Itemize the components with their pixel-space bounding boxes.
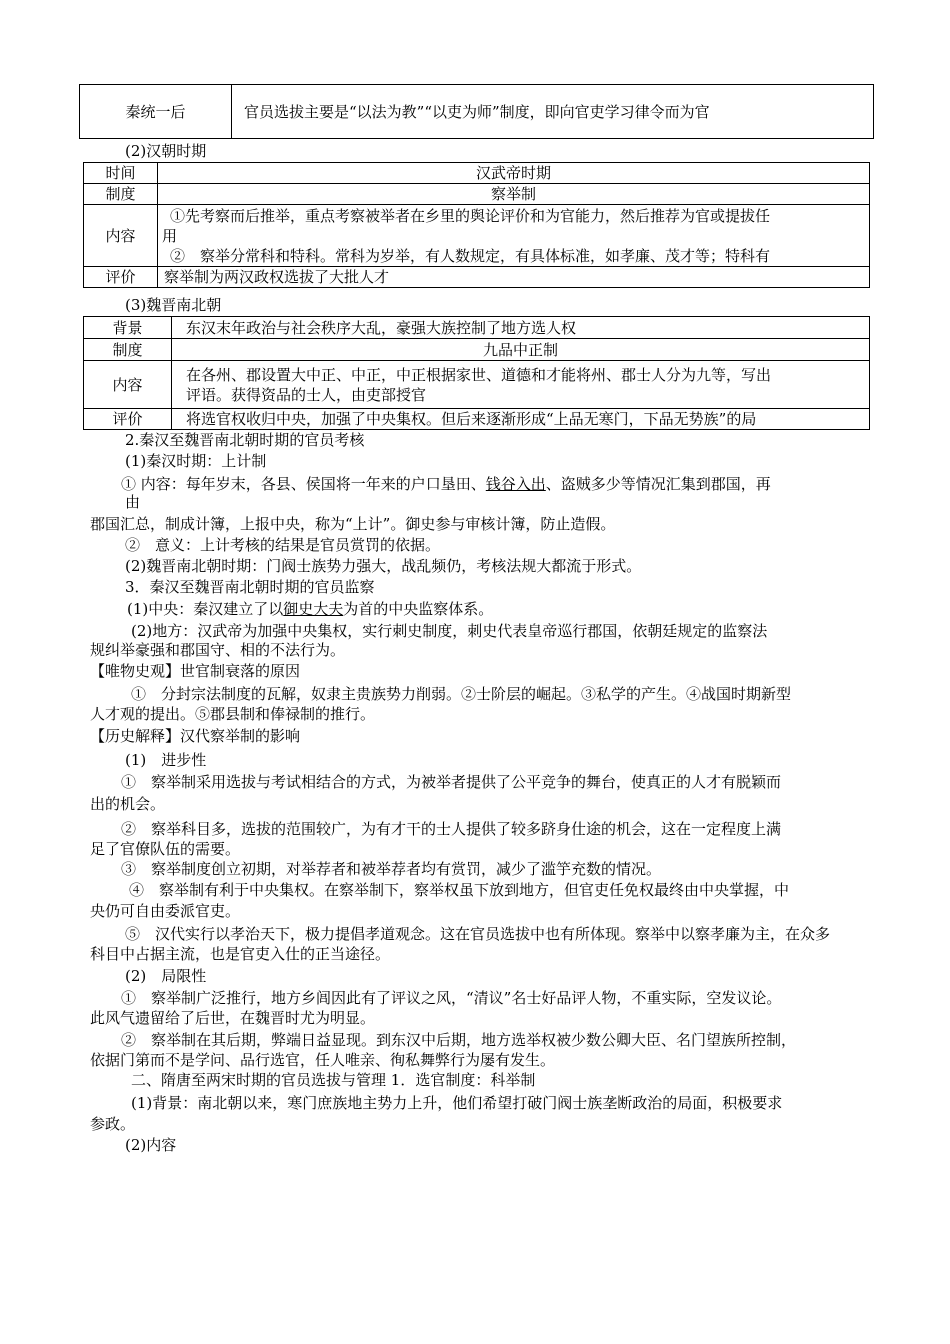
content-heading: (2)内容 — [125, 1136, 177, 1154]
progress-heading: (1) 进步性 — [125, 751, 207, 769]
para-qinhan-heading: (1)秦汉时期：上计制 — [125, 452, 267, 470]
section-3-heading: 3．秦汉至魏晋南北朝时期的官员监察 — [125, 578, 375, 596]
qin-table — [79, 84, 874, 139]
para-line: ① 分封宗法制度的瓦解，奴隶主贵族势力削弱。②士阶层的崛起。③私学的产生。④战国时期新型 — [131, 685, 792, 703]
para-line: ① 察举制广泛推行，地方乡闾因此有了评议之风，“清议”名士好品评人物，不重实际，空发议论。 — [121, 989, 782, 1007]
han-time-value: 汉武帝时期 — [158, 163, 870, 184]
qin-text: 官员选拔主要是“以法为教”“以吏为师”制度，即向官吏学习律令而为官 — [232, 85, 874, 139]
para-central-part1: (1)中央：秦汉建立了以 — [127, 600, 284, 618]
han-content-label: 内容 — [84, 205, 158, 267]
para-line: 郡国汇总，制成计簿，上报中央，称为“上计”。御史参与审核计簿，防止造假。 — [90, 515, 616, 533]
para-line: 依据门第而不是学问、品行选官，任人唯亲、徇私舞弊行为屡有发生。 — [90, 1051, 556, 1069]
para-line: 人才观的提出。⑤郡县制和俸禄制的推行。 — [90, 705, 376, 723]
para-line: ⑤ 汉代实行以孝治天下，极力提倡孝道观念。这在官员选拔中也有所体现。察举中以察孝廉为主，在众多 — [125, 925, 831, 943]
han-table — [83, 162, 870, 288]
section-two-heading: 二、隋唐至两宋时期的官员选拔与管理 1．选官制度：科举制 — [131, 1071, 536, 1089]
para-line: 由 — [125, 493, 141, 511]
para-content-part2: 、盗贼多少等情况汇集到郡国，再 — [545, 475, 771, 493]
han-content-1a: ①先考察而后推举，重点考察被举者在乡里的舆论评价和为官能力，然后推荐为官或提拔任 — [170, 206, 771, 225]
wj-eval-value: 将选官权收归中央，加强了中央集权。但后来逐渐形成“上品无寒门，下品无势族”的局 — [172, 409, 870, 430]
para-line: ② 察举制在其后期，弊端日益显现。到东汉中后期，地方选举权被少数公卿大臣、名门望族所控制， — [121, 1031, 797, 1049]
wj-eval-label: 评价 — [84, 409, 172, 430]
wj-background-label: 背景 — [84, 317, 172, 339]
wj-content-cell — [172, 361, 870, 409]
han-eval-value: 察举制为两汉政权选拔了大批人才 — [158, 267, 870, 288]
qin-label: 秦统一后 — [80, 85, 232, 139]
wj-content-label: 内容 — [84, 361, 172, 409]
para-content-part1: ① 内容：每年岁末，各县、侯国将一年来的户口垦田、 — [121, 475, 486, 493]
para-line: 足了官僚队伍的需要。 — [90, 840, 241, 858]
underlined-term: 钱谷入出 — [485, 475, 546, 493]
han-content-cell — [158, 205, 870, 267]
para-line: (2)地方：汉武帝为加强中央集权，实行刺史制度，刺史代表皇帝巡行郡国，依朝廷规定的监察法 — [131, 622, 768, 640]
han-content-1b: 用 — [162, 226, 178, 245]
history-interpretation-heading: 【历史解释】汉代察举制的影响 — [90, 727, 301, 745]
para-line: ② 察举科目多，选拔的范围较广，为有才干的士人提供了较多跻身仕途的机会，这在一定程度上满 — [121, 820, 782, 838]
han-time-label: 时间 — [84, 163, 158, 184]
limitation-heading: (2) 局限性 — [125, 967, 207, 985]
han-eval-label: 评价 — [84, 267, 158, 288]
wj-background-value: 东汉末年政治与社会秩序大乱，豪强大族控制了地方选人权 — [172, 317, 870, 339]
para-line: 规纠举豪强和郡国守、相的不法行为。 — [90, 641, 346, 659]
wj-content-b: 评语。获得资品的士人，由吏部授官 — [186, 385, 427, 404]
han-system-value: 察举制 — [158, 184, 870, 205]
para-line: ① 察举制采用选拔与考试相结合的方式，为被举者提供了公平竞争的舞台，使真正的人才有脱颖而 — [121, 773, 782, 791]
para-line: 参政。 — [90, 1115, 136, 1133]
han-heading: (2)汉朝时期 — [125, 142, 207, 160]
wj-system-label: 制度 — [84, 339, 172, 361]
para-content-line — [121, 474, 771, 494]
wj-heading: (3)魏晋南北朝 — [125, 296, 222, 314]
wj-content-a: 在各州、郡设置大中正、中正，中正根据家世、道德和才能将州、郡士人分为九等，写出 — [186, 365, 772, 384]
para-central-line — [127, 599, 493, 619]
para-line: ③ 察举制度创立初期，对举荐者和被举荐者均有赏罚，减少了滥竽充数的情况。 — [121, 860, 662, 878]
para-line: (1)背景：南北朝以来，寒门庶族地主势力上升，他们希望打破门阀士族垄断政治的局面，积极要求 — [131, 1094, 783, 1112]
materialism-heading: 【唯物史观】世官制衰落的原因 — [90, 662, 301, 680]
underlined-term: 御史大夫 — [283, 600, 344, 618]
han-system-label: 制度 — [84, 184, 158, 205]
para-line: (2)魏晋南北朝时期：门阀士族势力强大，战乱频仍，考核法规大都流于形式。 — [125, 557, 642, 575]
para-line: 此风气遗留给了后世，在魏晋时尤为明显。 — [90, 1009, 376, 1027]
para-line: ② 意义：上计考核的结果是官员赏罚的依据。 — [125, 536, 441, 554]
han-content-2: ② 察举分常科和特科。常科为岁举，有人数规定，有具体标准，如孝廉、茂才等；特科有 — [170, 246, 771, 265]
para-line: 央仍可自由委派官吏。 — [90, 902, 241, 920]
section-2-heading: 2.秦汉至魏晋南北朝时期的官员考核 — [125, 431, 365, 449]
para-line: 科目中占据主流，也是官吏入仕的正当途径。 — [90, 945, 391, 963]
para-line: 出的机会。 — [90, 795, 166, 813]
para-central-part2: 为首的中央监察体系。 — [343, 600, 494, 618]
wj-table — [83, 316, 870, 430]
para-line: ④ 察举制有利于中央集权。在察举制下，察举权虽下放到地方，但官吏任免权最终由中央掌握，中 — [129, 881, 790, 899]
wj-system-value: 九品中正制 — [172, 339, 870, 361]
